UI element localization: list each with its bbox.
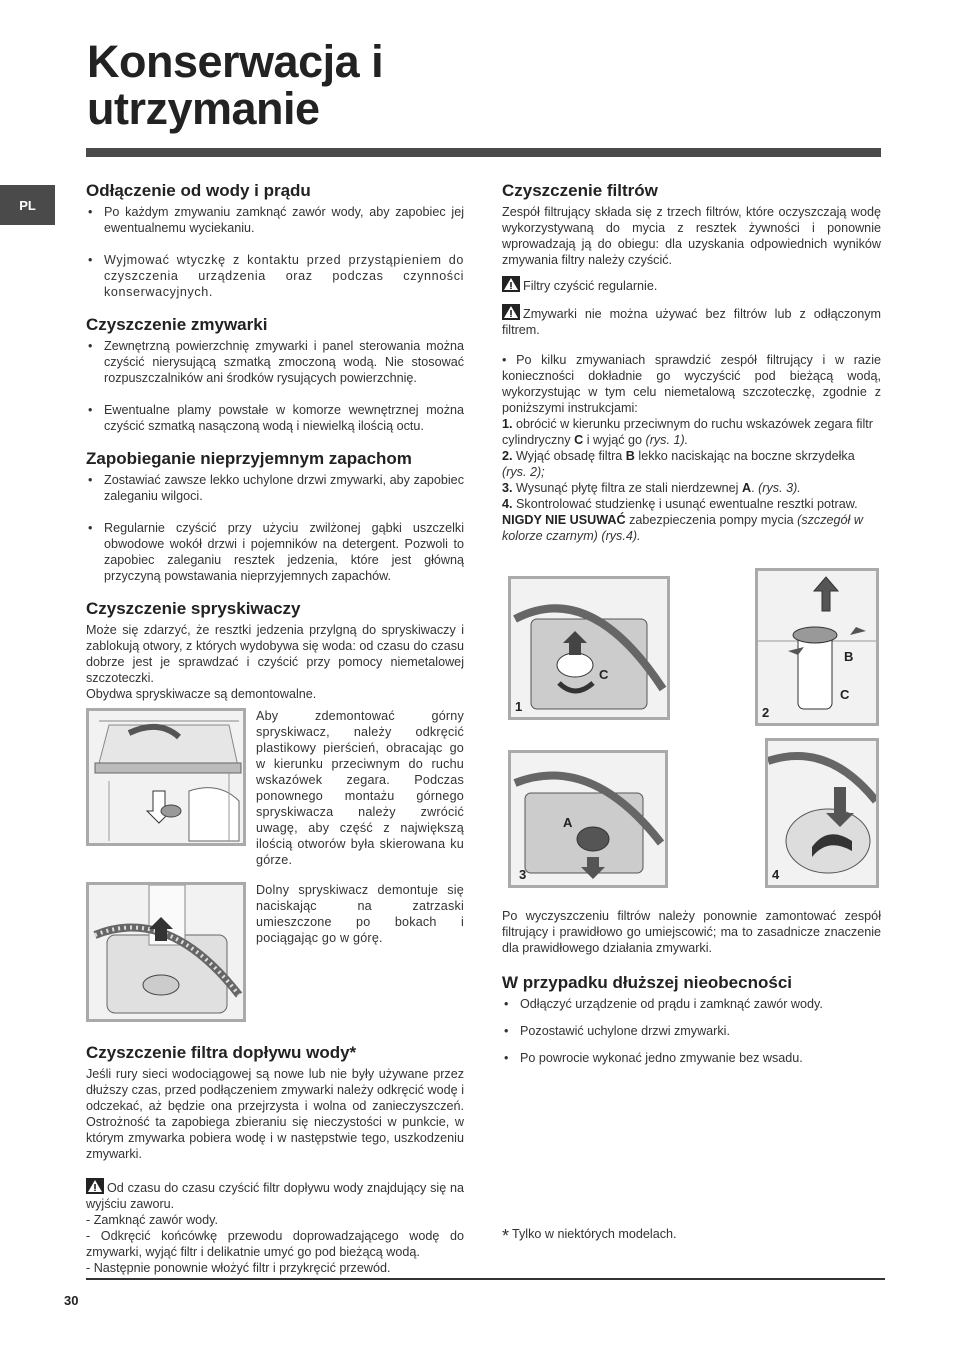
section-cleaning-list — [86, 338, 464, 434]
filters-steps — [502, 416, 881, 544]
lower-sprayer-drawing — [89, 885, 243, 1019]
figure-label: C — [599, 667, 609, 682]
upper-sprayer-figure — [86, 708, 246, 846]
section-cleaning-title: Czyszczenie zmywarki — [86, 315, 268, 334]
filter-figure-1 — [508, 576, 670, 720]
title-line-2: utrzymanie — [87, 83, 320, 134]
list-item: • Zostawiać zawsze lekko uchylone drzwi zmywarki, aby zapobiec zaleganiu wilgoci. — [86, 472, 464, 504]
sprayers-paragraph: Może się zdarzyć, że resztki jedzenia przylgną do spryskiwaczy i zablokują otwory, z których wydobywa się woda: od czasu do czasu dobrze jest je sprawdzać i czyścić przy pomocy niemetalowej szczoteczki. — [86, 623, 464, 685]
inlet-filter-warning: Od czasu do czasu czyścić filtr dopływu wody znajdujący się na wyjściu zaworu. — [86, 1178, 464, 1212]
list-item: • Odłączyć urządzenie od prądu i zamknąć zawór wody. — [502, 996, 881, 1012]
figure-number: 2 — [762, 705, 770, 720]
section-disconnect-title: Odłączenie od wody i prądu — [86, 181, 311, 200]
section-odours-list — [86, 472, 464, 584]
list-item: • Zewnętrzną powierzchnię zmywarki i panel sterowania można czyścić nierysującą szmatką zmoczoną wodą. Nie stosować rozpuszczalników ani środków rysujących powierzchnię. — [86, 338, 464, 386]
right-column — [502, 180, 881, 1077]
filter-figures — [502, 568, 881, 888]
list-item: • Po powrocie wykonać jedno zmywanie bez wsadu. — [502, 1050, 881, 1066]
inlet-step: - Odkręcić końcówkę przewodu doprowadzającego wodę do zmywarki, wyjąć filtr i delikatnie umyć go pod bieżącą wodą. — [86, 1229, 464, 1259]
page-number: 30 — [64, 1293, 79, 1308]
lower-sprayer-text: Dolny spryskiwacz demontuje się naciskając na zatrzaski umieszczone po bokach i pociągając go w górę. — [256, 883, 464, 945]
inlet-step: - Następnie ponownie włożyć filtr i przykręcić przewód. — [86, 1261, 391, 1275]
figure-number: 3 — [519, 867, 527, 882]
footer-rule — [86, 1278, 885, 1280]
filter-drawing-3 — [511, 753, 665, 885]
footnote: * Tylko w niektórych modelach. — [502, 1226, 677, 1246]
list-item: • Po każdym zmywaniu zamknąć zawór wody, aby zapobiec jej ewentualnemu wyciekaniu. — [86, 204, 464, 236]
title-rule — [86, 148, 881, 157]
list-item: • Ewentualne plamy powstałe w komorze wewnętrznej można czyścić szmatką nasączoną wodą i niewielką ilością octu. — [86, 402, 464, 434]
section-inlet-filter-title: Czyszczenie filtra dopływu wody* — [86, 1043, 357, 1062]
page-title — [87, 38, 383, 132]
filters-paragraph: Zespół filtrujący składa się z trzech filtrów, które oczyszczają wodę wykorzystywaną do mycia z resztek żywności i ponownie wprowadzają ją do obiegu: dla uzyskania odpowiednich wyników zmywania filtry należy czyścić. — [502, 205, 881, 267]
warning-icon — [86, 1178, 104, 1194]
list-item: • Wyjmować wtyczkę z kontaktu przed przystąpieniem do czyszczenia urządzenia oraz podczas czynności konserwacyjnych. — [86, 252, 464, 300]
lower-sprayer-figure — [86, 882, 246, 1022]
figure-number: 1 — [515, 699, 523, 714]
figure-label: B — [844, 649, 854, 664]
filter-step-3: 3. Wysunąć płytę filtra ze stali nierdzewnej A. (rys. 3). — [502, 481, 801, 495]
list-item: • Regularnie czyścić przy użyciu zwilżonej gąbki uszczelki obwodowe wokół drzwi i pojemników na detergent. Pozwoli to zapobiec zaleganiu resztek jedzenia, które jest główną przyczyną powstawania nieprzyjemnych zapachów. — [86, 520, 464, 584]
filter-drawing-1 — [511, 579, 667, 717]
filter-figure-2 — [755, 568, 879, 726]
section-absence-title: W przypadku dłuższej nieobecności — [502, 973, 792, 992]
list-item: • Pozostawić uchylone drzwi zmywarki. — [502, 1023, 881, 1039]
warning-icon — [502, 304, 520, 320]
upper-sprayer-block — [86, 708, 464, 868]
title-line-1: Konserwacja i — [87, 36, 384, 87]
upper-sprayer-text: Aby zdemontować górny spryskiwacz, należy odkręcić plastikowy pierścień, obracając go w kierunku przeciwnym do ruchu wskazówek zegara. Podczas ponownego montażu górnego spryskiwacza należy zwrócić uwagę, aby część z największą ilością otworów była skierowana ku górze. — [256, 709, 464, 867]
figure-label: A — [563, 815, 573, 830]
filter-figure-3 — [508, 750, 668, 888]
section-absence-list — [502, 996, 881, 1066]
lower-sprayer-block — [86, 882, 464, 1022]
section-sprayers-title: Czyszczenie spryskiwaczy — [86, 599, 301, 618]
warning-icon — [502, 276, 520, 292]
section-disconnect-list — [86, 204, 464, 300]
filters-check-paragraph: • Po kilku zmywaniach sprawdzić zespół filtrujący i w razie konieczności dokładnie go wyczyścić pod bieżącą wodą, wykorzystując w tym celu niemetalową szczoteczkę, zgodnie z poniższymi instrukcjami: — [502, 353, 881, 415]
filter-drawing-2 — [758, 571, 876, 723]
inlet-step: - Zamknąć zawór wody. — [86, 1213, 219, 1227]
filters-warning-1: Filtry czyścić regularnie. — [502, 276, 881, 294]
upper-sprayer-drawing — [89, 711, 243, 843]
after-filters-paragraph: Po wyczyszczeniu filtrów należy ponownie zamontować zespół filtrujący i prawidłowo go umiejscowić; ma to zasadnicze znaczenie dla prawidłowego działania zmywarki. — [502, 909, 881, 955]
filter-step-2: 2. Wyjąć obsadę filtra B lekko naciskając na boczne skrzydełka (rys. 2); — [502, 449, 855, 479]
language-tab: PL — [0, 185, 55, 225]
left-column — [86, 180, 464, 1276]
filter-figure-4 — [765, 738, 879, 888]
filters-warning-2: Zmywarki nie można używać bez filtrów lub z odłączonym filtrem. — [502, 304, 881, 338]
sprayers-removable: Obydwa spryskiwacze są demontowalne. — [86, 687, 317, 701]
filter-step-4: 4. Skontrolować studzienkę i usunąć ewentualne resztki potraw. NIGDY NIE USUWAĆ zabezpieczenia pompy mycia (szczegół w kolorze czarnym) (rys.4). — [502, 497, 863, 543]
figure-label: C — [840, 687, 850, 702]
filter-drawing-4 — [768, 741, 876, 885]
figure-number: 4 — [772, 867, 780, 882]
inlet-filter-paragraph: Jeśli rury sieci wodociągowej są nowe lub nie były używane przez dłuższy czas, przed podłączeniem zmywarki należy odkręcić wodę i odczekać, aż będzie ona przejrzysta i wolna od zanieczyszczeń. Ostrożność ta zapobiega zbieraniu się nieczystości w punkcie, w którym zmywarka pobiera wodę i w następstwie tego, uszkodzeniu zmywarki. — [86, 1067, 464, 1161]
section-odours-title: Zapobieganie nieprzyjemnym zapachom — [86, 449, 412, 468]
section-filters-title: Czyszczenie filtrów — [502, 181, 658, 200]
filter-step-1: 1. obrócić w kierunku przeciwnym do ruchu wskazówek zegara filtr cylindryczny C i wyjąć go (rys. 1). — [502, 417, 873, 447]
